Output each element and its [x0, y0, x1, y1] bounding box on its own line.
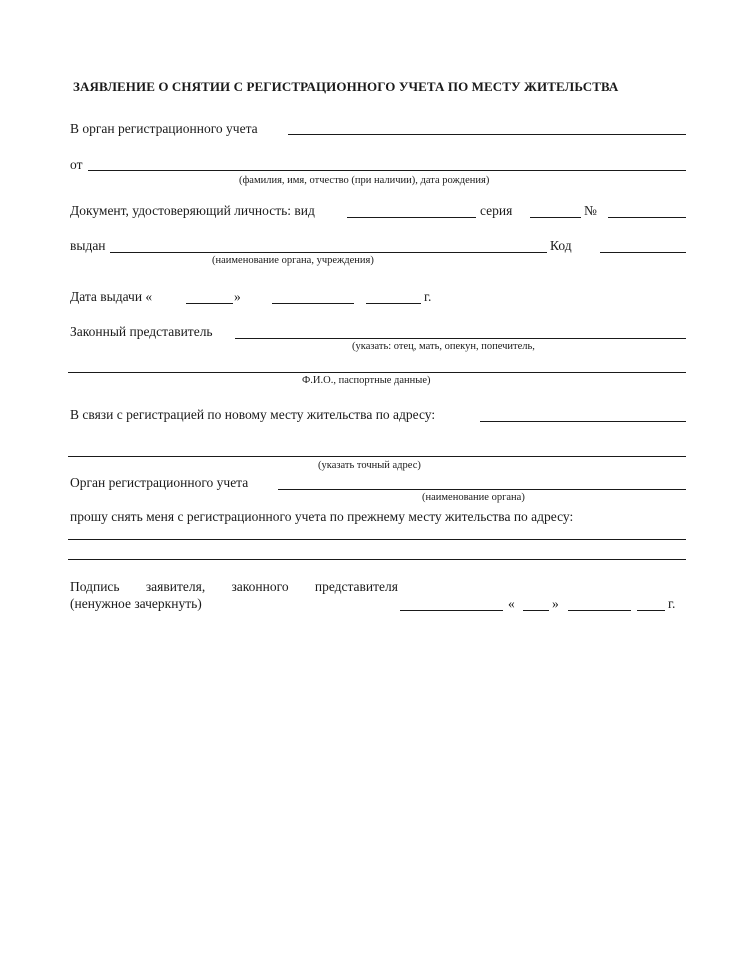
previous-address-field[interactable]: [68, 539, 686, 540]
signature-word: заявителя,: [145, 579, 206, 594]
issued-by-field[interactable]: [110, 252, 547, 253]
document-number-field[interactable]: [608, 217, 686, 218]
issue-year-suffix: г.: [424, 289, 432, 304]
signature-note: (ненужное зачеркнуть): [70, 596, 202, 611]
signature-month-field[interactable]: [568, 610, 631, 611]
legal-representative-hint-1: (указать: отец, мать, опекун, попечитель,: [352, 341, 535, 352]
issue-month-field[interactable]: [272, 303, 354, 304]
document-type-field[interactable]: [347, 217, 476, 218]
signature-open-quote: «: [508, 596, 515, 611]
signature-word: Подпись: [70, 579, 120, 594]
applicant-name-field[interactable]: [88, 170, 686, 171]
signature-close-quote: »: [552, 596, 559, 611]
signature-year-suffix: г.: [668, 596, 676, 611]
issued-by-label: выдан: [70, 238, 106, 253]
issue-day-field[interactable]: [186, 303, 233, 304]
registration-body-field[interactable]: [288, 134, 686, 135]
new-address-field-line-2[interactable]: [68, 456, 686, 457]
issue-date-close-quote: »: [234, 289, 241, 304]
issuer-code-field[interactable]: [600, 252, 686, 253]
signature-word: представителя: [314, 579, 398, 594]
request-label: прошу снять меня с регистрационного учета по прежнему месту жительства по адресу:: [70, 509, 574, 524]
issued-by-hint: (наименование органа, учреждения): [212, 255, 374, 266]
from-label: от: [70, 157, 83, 172]
legal-representative-field[interactable]: [235, 338, 686, 339]
number-label: №: [584, 203, 597, 218]
series-label: серия: [480, 203, 513, 218]
applicant-name-hint: (фамилия, имя, отчество (при наличии), дата рождения): [239, 175, 490, 186]
registration-authority-label: Орган регистрационного учета: [70, 475, 249, 490]
document-series-field[interactable]: [530, 217, 581, 218]
issue-year-field[interactable]: [366, 303, 421, 304]
new-address-label: В связи с регистрацией по новому месту жительства по адресу:: [70, 407, 436, 422]
registration-authority-field[interactable]: [278, 489, 686, 490]
new-address-hint: (указать точный адрес): [318, 460, 421, 471]
legal-representative-details-field[interactable]: [68, 372, 686, 373]
legal-representative-hint-2: Ф.И.О., паспортные данные): [302, 375, 431, 386]
form-title: ЗАЯВЛЕНИЕ О СНЯТИИ С РЕГИСТРАЦИОННОГО УЧЕТА ПО МЕСТУ ЖИТЕЛЬСТВА: [73, 79, 619, 94]
signature-day-field[interactable]: [523, 610, 549, 611]
signature-word: законного: [231, 579, 289, 594]
legal-representative-label: Законный представитель: [70, 324, 213, 339]
registration-body-label: В орган регистрационного учета: [70, 121, 258, 136]
signature-field[interactable]: [400, 610, 503, 611]
new-address-field[interactable]: [480, 421, 686, 422]
issue-date-label: Дата выдачи «: [70, 289, 153, 304]
signature-label-line: [70, 579, 398, 595]
signature-year-field[interactable]: [637, 610, 665, 611]
registration-authority-hint: (наименование органа): [422, 492, 525, 503]
document-type-label: Документ, удостоверяющий личность: вид: [70, 203, 315, 218]
previous-address-field-line-2[interactable]: [68, 559, 686, 560]
code-label: Код: [550, 238, 572, 253]
